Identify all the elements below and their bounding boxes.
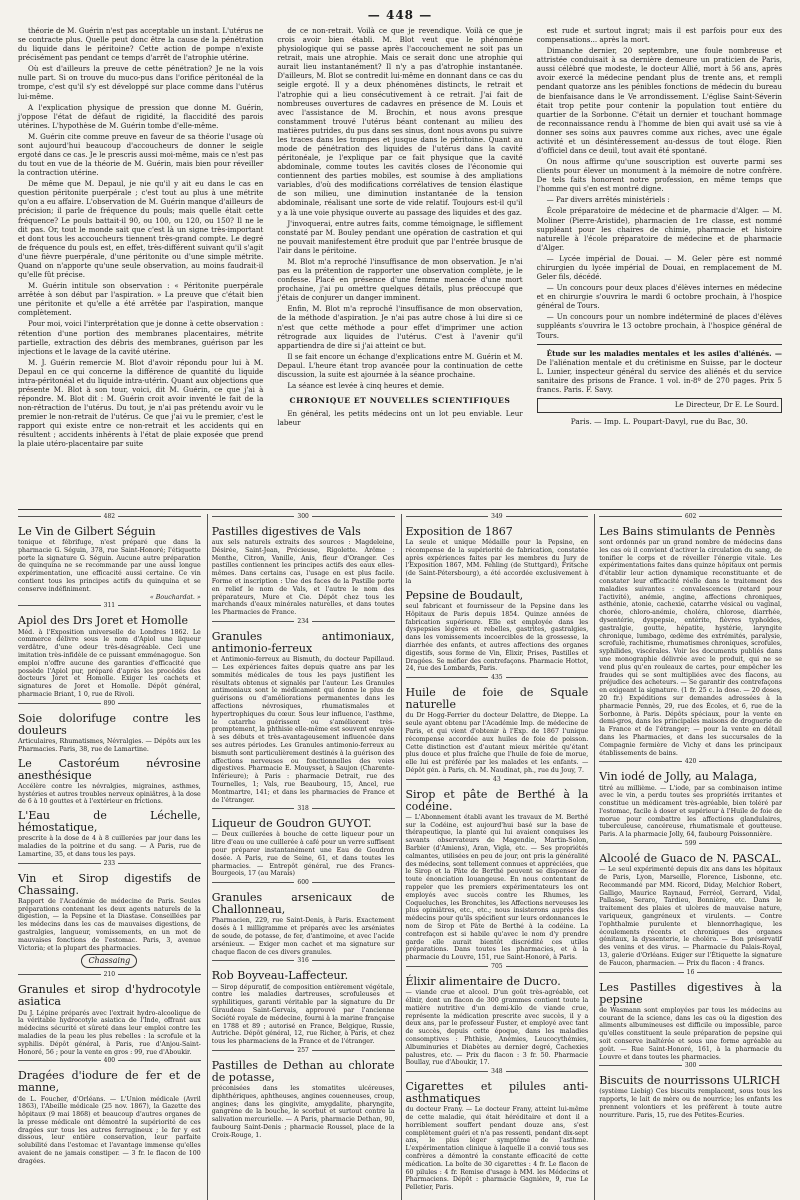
- ad-number: [599, 758, 782, 768]
- ad-body: seul fabricant et fournisseur de la Pepsine dans les Hôpitaux de Paris depuis 1854. Quinze années de fabrication supérieure. Elle est employée dans les dyspepsies légères et rebelles, gastrites, gastralgies, dans les vomissements incoercibles de la grossesse, la diarrhée des enfants, et autres affections des organes digestifs, sous forme de Vin, Élixir, Prises, Pastilles et Dragées. Se méfier des contrefaçons. Pharmacie Hottot, 24, rue des Lombards, Paris.: [405, 602, 589, 673]
- ad-body: La seule et unique Médaille pour la Pepsine, en récompense de la supériorité de fabrication, constatée après expériences faites par les membres du Jury de l'Exposition 1867, MM. Fehling (de Stuttgard), Fritsche (de Saint-Pétersbourg), a été accordée exclusivement à la: [405, 539, 589, 586]
- ad-number-value: 348: [488, 1068, 505, 1075]
- ad-number: [18, 971, 201, 981]
- ad-number-value: 257: [294, 1047, 311, 1054]
- ad-body: Du J. Lépine préparés avec l'extrait hydro-alcoolique de la véritable hydrocotyle asiatica de l'Inde, offrant aux médecins sécurité et sûreté dans leur emploi contre les maladies de la peau les plus rebelles : la scrofule et la syphilis. Dépôt général, à Paris, rue d'Anjou-Saint-Honoré, 56 ; pour la vente en gros : 99, rue d'Aboukir.: [18, 1009, 201, 1056]
- ad-title: Exposition de 1867: [405, 525, 513, 538]
- ad-number: [406, 775, 589, 786]
- advertisement: [212, 526, 395, 617]
- advertisement: [18, 984, 201, 1056]
- article-paragraph: J'invoquerai, entre autres faits, comme témoignage, le sifflement constaté par M. Bouley pendant une opération de castration et qui ne pouvait manifestement être produit que par l'entrée brusque de l'air dans le péritoine.: [277, 218, 523, 255]
- advertisement: [406, 789, 589, 962]
- article-column-2: [277, 26, 522, 505]
- ad-title: Soie dolorifuge contre les douleurs: [18, 711, 201, 737]
- ad-title: Alcoolé de Guaco de N. PASCAL.: [599, 852, 782, 866]
- ad-number-value: 300: [294, 513, 311, 520]
- article-paragraph: — Par divers arrêtés ministériels :: [546, 195, 670, 205]
- ad-number: [406, 963, 589, 973]
- article-paragraph: De même que M. Depaul, je nie qu'il y ait eu dans le cas en question péritonite puerpérale ; c'est tout au plus à une métrite qu'on a eu affaire. L'observation de M. Guérin manque d'ailleurs de précision; il parle de fréquence du pouls; mais quelle était cette fréquence? Le pouls battait-il 90, ou 100, ou 120, ou 150? Il ne le dit pas. Or, tout le monde sait que c'est là un signe très-important et dont tous les accoucheurs tiennent très-grand compte. Le degré de fréquence du pouls est, en effet, très-différent suivant qu'il s'agit d'une fièvre puerpérale, d'une péritonite ou d'une simple métrite. Quand on n'apporte qu'une seule observation, au moins faudrait-il qu'elle fût précise.: [18, 179, 264, 280]
- ad-body: — viande crue et alcool. D'un goût très-agréable, cet élixir, dont un flacon de 300 grammes contient toute la matière nutritive d'un demi-kilo de viande crue, représente la médication prescrite avec succès, il y a deux ans, par le professeur Fuster, et employé avec tant de succès, depuis cette époque, dans les maladies consomptives : Phthisie, Anémies, Leucocythémies, Albuminuries et Diabètes au dernier degré, Cachexies palustres, etc. — Prix du flacon : 3 fr. 50. Pharmacie Boullay, rue d'Aboukir, 17.: [405, 989, 589, 1067]
- advertisement: [212, 1060, 395, 1140]
- ad-title: Le Castoréum névrosine anesthésique: [18, 756, 201, 782]
- ad-body: sont ordonnés par un grand nombre de médecins dans les cas où il convient d'activer la circulation du sang, de tonifier le corps et de réveiller l'énergie vitale. Les expérimentations faites dans quinze hôpitaux ont permis d'établir leur action dynamique reconstituante et de constater leur efficacité réelle dans le traitement des maladies suivantes : convalescences (retard pour l'activité), anémie, angine, affections chroniques, asthénie, atonie, cachexie, catarrhe vésical ou vaginal, chorée, chloro-anémie, choléra, chlorose, diarrhée, dysentérie, dyspepsie, entérite, fièvres typhoïdes, gastralgie, goutte, hépatite, hystérie, laryngite chronique, lumbago, œdème des extrémités, paralysie, scrofule, rachitisme, rhumatismes chroniques, scrofules, syphilides, viscérales. Voir les documents publiés dans une monographie délivrée avec le produit, qui ne se vend plus qu'en rouleaux de cartes, pour empêcher les fraudes qui se sont multipliées avec des flacons, au préjudice des acheteurs. — Se garantir des contrefaçons en exigeant la signature. (1 fr. 25 c. la dose. — 20 doses, 20 fr.) Expéditions sur demandes adressées à la pharmacie Pennès, 29, rue des Écoles, et 6, rue de la Sorbonne, à Paris. Dépôts spéciaux, pour la vente en demi-gros, dans les principales maisons de droguerie de la France et de l'étranger; — pour la vente en détail dans les Pharmacies, et dans les succursales de la Compagnie fermière de Vichy et dans les principaux établissements de bains.: [599, 539, 782, 757]
- ad-number: [18, 859, 201, 870]
- ad-body: tonique et fébrifuge, n'est préparé que dans la pharmacie G. Séguin, 378, rue Saint-Honoré; l'étiquette porte la signature G. Séguin. Aucune autre préparation de quinquina ne se recommande par une aussi longue expérimentation, une efficacité aussi certaine. Ce vin contient tous les principes actifs du quinquina et se conserve indéfiniment.: [18, 539, 201, 593]
- ad-number-value: 349: [488, 513, 505, 520]
- advertisement: [18, 758, 201, 807]
- page-number: — 448 —: [367, 8, 433, 22]
- ad-number: [212, 957, 395, 967]
- ad-number: [599, 840, 782, 850]
- ad-title: Granules et sirop d'hydrocotyle asiatica: [18, 983, 201, 1009]
- ad-body: prescrite à la dose de 4 à 8 cuillerées par jour dans les maladies de la poitrine et du sang. — A Paris, rue de Lamartine, 35, et dans tous les pays.: [18, 835, 201, 858]
- ad-number: [18, 513, 201, 523]
- article-paragraph: — Lycée impérial de Douai. — M. Geler père est nommé chirurgien du lycée impérial de Douai, en remplacement de M. Geler fils, décédé.: [536, 253, 782, 282]
- ad-number-value: 16: [684, 969, 698, 976]
- signature-seal: Chassaing: [81, 954, 137, 968]
- ads-column-4: [594, 514, 782, 1200]
- ad-body: — Le seul expérimenté depuis dix ans dans les hôpitaux de Paris, Lyon, Marseille, Florence, Lisbonne, etc. Recommandé par MM. Ricord, Diday, Melchior Robert, Galligo, Maurice Raynaud, Ferréol, Gerrard, Vidal, Pallasse, Seraro, Tardieu, Bonnière, etc. Dans le traitement des plaies et ulcères de mauvaise nature, variqueux, gangréneux et virulents. — Contre l'ophthalmie purulente et blennorrhagique, les écoulements récents et chroniques des organes génitaux, la dyssenterie, le choléra. — Bon préservatif des venins et des virus. — Pharmacie du Palais-Royal, 13, galerie d'Orléans. Exiger sur l'Étiquette la signature de Faucon, pharmacien. — Prix du flacon : 4 francs.: [599, 866, 782, 967]
- book-notice: [537, 349, 782, 394]
- article-paragraph: est rude et surtout ingrat; mais il est parfois pour eux des compensations... après la mort.: [536, 26, 782, 45]
- ad-number: [18, 699, 201, 710]
- ad-title: Vin iodé de Jolly, au Malaga,: [599, 770, 758, 784]
- ad-title: L'Eau de Léchelle, hémostatique,: [18, 809, 201, 835]
- ad-body: préconisées dans les stomatites ulcéreuses, diphthériques, aphtheuses, angines couenneuses, croup, angines; dans les gingivite, amygdalite, pharyngite, gangrène de la bouche, le scorbut et surtout contre la salivation mercurielle. — A Paris, pharmacie Dethan, 90, faubourg Saint-Denis ; pharmacie Roussel, place de la Croix-Rouge, 1.: [211, 1085, 395, 1139]
- advertisement: [18, 810, 201, 859]
- book-notice-title: Étude sur les maladies mentales et les asiles d'aliénés. —: [546, 348, 782, 358]
- ad-body: — Deux cuillerées à bouche de cette liqueur pour un litre d'eau ou une cuillerée à café pour un verre suffisent pour préparer instantanément une Eau de Goudron dosée. A Paris, rue de Seine, 61, et dans toutes les pharmacies. — Entrepôt général, rue des Francs-Bourgeois, 17 (au Marais): [211, 831, 395, 878]
- ad-number-value: 890: [101, 700, 118, 707]
- ad-number: [212, 618, 395, 628]
- page-number-value: 448: [385, 8, 415, 22]
- advertisement: [212, 818, 395, 878]
- advertisement: [599, 982, 782, 1062]
- advertisement: [18, 615, 201, 698]
- editor-line: [537, 398, 782, 413]
- article-paragraph: La séance est levée à cinq heures et demie.: [287, 380, 445, 390]
- article-paragraph: théorie de M. Guérin n'est pas acceptable un instant. L'utérus ne se contracte plus. Quelle peut donc être la cause de la pénétration du liquide dans le péritoine? Cette action de pompe n'existe précisément pas pendant ce temps d'arrêt de l'atrophie utérine.: [18, 26, 264, 63]
- ad-number: [599, 1062, 782, 1072]
- ad-number: [18, 1057, 201, 1067]
- article-paragraph: Où est d'ailleurs la preuve de cette pénétration? Je ne la vois nulle part. Si on trouve du muco-pus dans l'orifice péritonéal de la trompe, c'est qu'il s'y est développé sur place comme dans l'utérus lui-même.: [18, 64, 264, 101]
- ad-body: (système Liebig) Ces biscuits remplacent, sous tous les rapports, le lait de mère ou de nourrice; les enfants les prennent volontiers et les préfèrent à toute autre nourriture. Paris, 15, rue des Petites-Écuries.: [599, 1088, 782, 1119]
- ad-title: Rob Boyveau-Laffecteur.: [211, 969, 349, 983]
- ad-body: de Wasmann sont employées par tous les médecins au courant de la science, dans les cas où la digestion des aliments albumineuses est difficile ou impossible, parce qu'elles constituent la seule préparation de pepsine qui soit conserve inaltérée et sous une forme agréable au goût. — Rue Saint-Honoré, 161, à la pharmacie du Louvre et dans toutes les pharmacies.: [599, 1006, 782, 1061]
- advertisement: [599, 771, 782, 839]
- article-paragraph: M. Guérin intitule son observation : « Péritonite puerpérale arrêtée à son début par l'aspiration. » La preuve que c'était bien une péritonite et qu'elle a été arrêtée par l'aspiration, manque complètement.: [18, 281, 264, 318]
- ad-body: et Antimonio-ferreux au Bismuth, du docteur Papillaud. — Les expériences faites depuis quatre ans par les sommités médicales de tous les pays justifient les résultats obtenus et signalés par l'auteur. Les Granules antimoniaux sont le médicament qui donne le plus de guérisons ou d'améliorations permanentes dans les affections névrosiques, rhumatismales et hypertrophiques du cœur. Sous leur influence, l'asthme, le catarrhe guérissent ou s'améliorent très-promptement, la phthisie elle-même est souvent enrayée à ses débuts et très-avantageusement influencée dans ses autres périodes. Les Granules antimonio-ferreux au bismuth sont particulièrement destinés à la guérison des affections nerveuses ou fonctionnelles des voies digestives. Pharmacie E. Mouysset, à Saujon (Charente-Inférieure); à Paris : pharmacie Detrait, rue des Tournelles, 1; Vals, rue Beaubourg, 15, Ancel, rue Montmartre, 141; et dans les pharmacies de France et de l'étranger.: [211, 656, 395, 804]
- article-paragraph: Pour moi, voici l'interprétation que je donne à cette observation : rétention d'une portion des membranes placentaires, métrite partielle, extraction des débris des membranes, guérison par les injections et le lavage de la cavité utérine.: [18, 319, 264, 356]
- ad-number-value: 705: [488, 963, 505, 970]
- advertisement: [599, 1075, 782, 1119]
- advertisement: [18, 1070, 201, 1165]
- ad-body: Rapport de l'Académie de médecine de Paris. Seules préparations contenant les deux agents naturels de la digestion, — la Pepsine et la Diastase. Conseillées par les médecins dans les cas de mauvaises digestions, de gastralgies, langueur, vomissements, en un mot de mauvaises fonctions de l'estomac. Paris, 3, avenue Victoria; et la plupart des pharmacies.: [18, 897, 201, 952]
- ad-title: Élixir alimentaire de Ducro.: [405, 975, 561, 989]
- advertisement: [18, 526, 201, 601]
- book-notice-text: De l'aliénation mentale et du crétinisme en Suisse, par le docteur L. Lunier, inspecteur général du service des aliénés et du service sanitaire des prisons de France. 1 vol. in-8º de 270 pages. Prix 5 francs. Paris. F. Savy.: [536, 357, 782, 394]
- ad-number: [599, 968, 782, 979]
- article-paragraph: M. J. Guérin remercie M. Blot d'avoir répondu pour lui à M. Depaul en ce qui concerne la différence de quantité du liquide intra-péritonéal et du liquide intra-utérin. Quant aux objections que présente M. Blot à son tour, voici, dit M. Guérin, ce que j'ai à répondre. M. Blot dit : M. Guérin croit avoir inventé le fait de la non-rétraction de l'utérus. Du tout, je n'ai pas prétendu avoir vu le premier le non-retrait de l'utérus. Ce que j'ai vu le premier, c'est le rapport qui existe entre ce non-retrait et les accidents qui en résultent ; accidents inhérents à l'état de plaie exposée que prend la plaie utéro-placentaire par suite: [18, 357, 264, 449]
- chronicle-heading: CHRONIQUE ET NOUVELLES SCIENTIFIQUES: [289, 396, 511, 406]
- article-paragraph: M. Guérin cite comme preuve en faveur de sa théorie l'usage où sont aujourd'hui beaucoup d'accoucheurs de donner le seigle ergoté dans ce cas. Je le prescris aussi moi-même, mais ce n'est pas du tout en vue de la théorie de M. Guérin, mais bien pour réveiller la contraction utérine.: [18, 131, 264, 178]
- ad-number: [406, 1068, 589, 1078]
- ad-signature: « Bouchardat. »: [149, 593, 201, 601]
- advertisements-section: [18, 514, 782, 1200]
- article-paragraph: de ce non-retrait. Voilà ce que je revendique. Voilà ce que je crois avoir bien établi. M. Blot veut que le phénomène physiologique qui se passe après l'accouchement ne soit pas un retrait, mais une atrophie. Mais ce serait donc une atrophie qui aurait lieu instantanément? Il n'y a pas d'atrophie instantanée. D'ailleurs, M. Blot se contredit lui-même en donnant dans ce cas du seigle ergoté. Il y a deux phénomènes distincts, le retrait et l'atrophie qui a lieu consécutivement à ce retrait. J'ai fait de nombreuses ouvertures de cadavres en présence de M. Louis et avec l'assistance de M. Brochin, et nous avons presque constamment trouvé l'utérus béant contenant au milieu des matières putrides, du pus dans ses sinus, dont nous avons pu suivre les traces dans les trompes et jusque dans le péritoine. Quant au mode de pénétration des liquides de l'utérus dans la cavité péritonéale, je l'explique par ce fait physique que la cavité abdominale, comme toutes les cavités closes de l'économie qui contiennent des parties mobiles, est soumise à des ampliations variables, d'où des modifications corrélatives de tension élastique de son milieu, une diminution instantanée de la tension abdominale, réalisant une sorte de vide relatif. Toujours est-il qu'il y a là une voie physique ouverte au passage des liquides et des gaz.: [277, 26, 523, 217]
- ads-column-1: [18, 514, 201, 1200]
- ad-title: Pastilles digestives de Vals: [211, 525, 361, 538]
- advertisement: [406, 590, 589, 673]
- ad-title: Vin et Sirop digestifs de Chassaing.: [18, 871, 201, 897]
- article-paragraph: Dimanche dernier, 20 septembre, une foule nombreuse et attristée conduisait à sa dernière demeure un praticien de Paris, aussi célèbré que modeste, le docteur Allié, mort à 56 ans, après avoir exercé la médecine pendant plus de trente ans, et rempli pendant quatorze ans les pénibles fonctions de médecin du bureau de bienfaisance dans le Ve arrondissement. L'église Saint-Séverin était trop petite pour contenir la population tout entière du quartier de la Sorbonne. C'était un dernier et touchant hommage de reconnaissance rendu à l'homme de bien qui avait usé sa vie à donner ses soins aux pauvres comme aux riches, avec une égale activité et un désintéressement au-dessus de tout éloge. Rien d'officiel dans ce deuil, tout avait été spontané.: [536, 46, 782, 156]
- ad-title: Dragées d'iodure de fer et de manne,: [18, 1069, 201, 1095]
- ad-number-value: 400: [101, 1057, 118, 1064]
- advertisement: [406, 526, 589, 586]
- advertisement: [599, 526, 782, 757]
- article-paragraph: On nous affirme qu'une souscription est ouverte parmi ses clients pour élever un monument à la mémoire de notre confrère. De tels faits honorent notre profession, en même temps que l'homme qui s'en est montré digne.: [536, 157, 782, 194]
- article-paragraph: École préparatoire de médecine et de pharmacie d'Alger. — M. Moliner (Pierre-Aristide), pharmacien de 1re classe, est nommé suppléant pour les chaires de chimie, pharmacie et histoire naturelle à l'école préparatoire de médecine et de pharmacie d'Alger.: [536, 206, 782, 252]
- ads-column-3: [401, 514, 589, 1200]
- ad-title: Biscuits de nourrissons ULRICH: [599, 1074, 781, 1088]
- ad-number: [406, 513, 589, 523]
- ad-number-value: 300: [682, 1062, 699, 1069]
- article-paragraph: — Un concours pour un nombre indéterminé de places d'élèves suppléants s'ouvrira le 13 octobre prochain, à l'hospice général de Tours.: [536, 312, 782, 340]
- ad-number-value: 316: [294, 957, 311, 964]
- advertisement: [406, 1081, 589, 1192]
- advertisement: [212, 892, 395, 956]
- ad-title: Granules antimoniaux, antimonio-ferreux: [211, 630, 395, 656]
- ad-body: Articulaires, Rhumatismes, Névralgies. — Dépôts aux les Pharmacies. Paris, 38, rue de Lamartine.: [18, 737, 201, 753]
- ad-title: Sirop et pâte de Berthé à la codéine.: [405, 787, 589, 813]
- ad-number: [599, 513, 782, 523]
- editor-name: Le Directeur, Dr E. Le Sourd.: [674, 400, 779, 409]
- ad-number-value: 602: [682, 513, 699, 520]
- ad-title: Huile de foie de Squale naturelle: [405, 686, 589, 712]
- ad-title: Liqueur de Goudron GUYOT.: [211, 817, 372, 831]
- advertisement: [18, 873, 201, 971]
- editorial-section: [18, 26, 782, 510]
- ad-body: de L. Foucher, d'Orléans. — L'Union médicale (Avril 1863), l'Abeille médicale (25 nov. 1867), la Gazette des hôpitaux (9 mai 1868) et beaucoup d'autres organes de la presse médicale ont démontré la supériorité de ces dragées sur tous les autres ferrugineux ; le fer y est dissous, leur entière conservation, leur parfaite solubilité dans l'estomac et l'avantage immense qu'elles avaient de ne jamais constiper. — 3 fr. le flacon de 100 dragées.: [18, 1095, 201, 1165]
- ad-title: Granules arsenicaux de Challonneau,: [211, 891, 395, 917]
- ad-number-value: 233: [101, 860, 118, 867]
- ad-number-value: 311: [101, 602, 118, 609]
- article-paragraph: Il se fait encore un échange d'explications entre M. Guérin et M. Depaul. L'heure étant trop avancée pour la continuation de cette discussion, la suite est ajournée à la séance prochaine.: [277, 351, 523, 379]
- article-paragraph: M. Blot m'a reproché l'insuffisance de mon observation. Je n'ai pas eu la prétention de rapporter une observation complète, je le confesse. Placé en présence d'une femme menacée d'une mort prochaine, j'ai pu omettre quelques détails, plus préoccupé que j'étais de conjurer un danger imminent.: [277, 256, 523, 303]
- ad-title: Cigarettes et pilules anti-asthmatiques: [405, 1080, 589, 1106]
- ad-number: [212, 879, 395, 889]
- ad-number-value: 435: [488, 674, 505, 681]
- ad-number: [212, 513, 395, 523]
- ad-body: Pharmacien, 229, rue Saint-Denis, à Paris. Exactement dosés à 1 milligramme et préparés avec les arséniates de soude, de potasse, de fer, d'antimoine, et avec l'acide arsénieux. — Exiger mon cachet et ma signature sur chaque flacon de ces divers granules.: [211, 917, 395, 956]
- divider: [537, 344, 782, 345]
- ad-body: — L'Abonnement établi avant les travaux de M. Berthé sur la Codéine, est aujourd'hui basé sur la base de thérapeutique, la plante qui lui avaient conquises les savants observateurs de Magendie, Martin-Solon, Barbier (d'Amiens), Aran, Vigla, etc. — Ses propriétés calmantes, utilisées en peu de jour, ont pris la généralité des médecins, sont tellement connues et appréciées, que le Sirop et la Pâte de Berthé peuvent se dispenser de toute énonciation louangeuse. En nous contentant de rappeler que les premiers expérimentateurs les ont employés avec succès contre les Rhumes, les Coqueluches, les Bronchites, les Affections nerveuses les plus opiniâtres, etc., etc.; nous insisterons auprès des médecins pour qu'ils spécifient sur leurs ordonnances le nom de Sirop et Pâte de Berthé à la codéine. La contrefaçon est si habile qu'avec le nom d'y prendre garde elle aurait bientôt discrédité ces utiles préparations. Dans toutes les pharmacies, et à la pharmacie du Louvre, 151, rue Saint-Honoré, à Paris.: [405, 813, 589, 962]
- ad-number: [212, 1046, 395, 1057]
- article-column-3: [537, 26, 782, 505]
- chronicle-intro: En général, les petits médecins ont un lot peu enviable. Leur labeur: [277, 408, 523, 427]
- ad-body: Accélère contre les névralgies, migraines, asthmes, hystéries et autres troubles nerveux opiniâtres, à la dose de 6 à 10 gouttes et à l'extérieur en frictions.: [18, 782, 201, 806]
- ad-body: du docteur Frany. — Le docteur Frany, atteint lui-même de cette maladie, qui était héréditaire et dont il a horriblement souffert pendant douze ans, s'est complètement guéri et n'a pas ressenti, pendant dix-sept ans, le plus léger symptôme de l'asthme. L'expérimentation clinique à laquelle il a convié tous ses confrères a démontré la constante efficacité de cette médication. La boîte de 30 cigarettes : 4 fr. Le flacon de 60 pilules : 4 fr. Remise d'usage à MM. les Médecins et Pharmaciens. Dépôt : pharmacie Gagnière, 9, rue Le Pelletier, Paris.: [405, 1106, 589, 1192]
- advertisement: [406, 976, 589, 1067]
- article-paragraph: — Un concours pour deux places d'élèves internes en médecine et en chirurgie s'ouvrira le mardi 6 octobre prochain, à l'hospice général de Tours.: [536, 283, 782, 311]
- ad-number: [212, 805, 395, 815]
- advertisement: [212, 970, 395, 1045]
- ad-body: aux sels naturels extraits des sources : Magdeleine, Désirée, Saint-Jean, Précieuse, Rigolette. Arôme : Menthe, Citron, Vanille, Anis, fleur d'Oranger. Ces pastilles contiennent les principes actifs des eaux elles-mêmes. Dans certains cas, l'usage en est plus facile. Forme et inscription : Une des faces de la Pastille porte en relief le nom de Vals, et l'autre le nom des préparateurs, Mure et Cie. Dépôt chez tous les marchands d'eaux minérales naturelles, et dans toutes les Pharmacies de France.: [211, 539, 395, 617]
- ad-body: du Dr Hogg-Ferrier du docteur Delattre, de Dieppe. La seule ayant obtenu par l'Académie Imp. de médecine de Paris, et qui vient d'obtenir à l'Exp. de 1867 l'unique récompense accordée aux huiles de foie de poisson. Cette distinction est d'autant mieux méritée qu'étant plus douce et plus fraîche que l'huile de foie de morue, elle lui est préférée par les malades et les enfants. — Dépôt gén. à Paris, ch. M. Naudinat, ph., rue du Jouy, 7.: [405, 712, 589, 774]
- ad-title: Le Vin de Gilbert Séguin: [18, 525, 156, 538]
- advertisement: [212, 631, 395, 804]
- ad-number-value: 600: [294, 879, 311, 886]
- ad-number: [406, 674, 589, 684]
- ad-number-value: 482: [101, 513, 118, 520]
- ad-number-value: 318: [294, 805, 311, 812]
- article-paragraph: A l'explication physique de pression que donne M. Guérin, j'oppose l'état de défaut de rigidité, la flaccidité des parois utérines. L'hypothèse de M. Guérin tombe d'elle-même.: [18, 102, 264, 130]
- printer-line: Paris. — Imp. L. Poupart-Davyl, rue du Bac, 30.: [570, 416, 748, 426]
- ads-column-2: [207, 514, 395, 1200]
- ad-number-value: 210: [101, 971, 118, 978]
- ad-number-value: 234: [294, 618, 311, 625]
- ad-title: Les Pastilles digestives à la pepsine: [599, 980, 782, 1006]
- advertisement: [18, 713, 201, 754]
- article-paragraph: Enfin, M. Blot m'a reproché l'insuffisance de mon observation, de la méthode d'aspiration. Je n'ai pas autre chose à lui dire si ce n'est que cette méthode a pour effet d'imprimer une action rétrograde aux liquides de l'utérus. C'est à l'avenir qu'il appartiendra de dire si j'ai atteint ce but.: [277, 304, 523, 350]
- ad-number: [18, 602, 201, 612]
- ad-title: Pepsine de Boudault,: [405, 588, 524, 602]
- ad-number-value: 599: [682, 840, 699, 847]
- ad-title: Apiol des Drs Joret et Homolle: [18, 614, 189, 628]
- ad-title: Pastilles de Dethan au chlorate de potasse,: [211, 1058, 395, 1084]
- ad-body: titré au millième. — L'iode, par sa combinaison intime avec le vin, a perdu toutes ses propriétés irritantes et constitue un médicament très-agréable, bien toléré par l'estomac, facile à doser et supérieur à l'Huile de foie de morue pour combattre les affections glandulaires, tuberculeuse, cancéreuse, rhumatismale et goutteuse. Paris. A la pharmacie Jolly, 64, faubourg Poissonnière.: [599, 784, 782, 839]
- ad-number-value: 43: [490, 776, 504, 783]
- advertisement: [406, 687, 589, 775]
- ad-number-value: 420: [682, 758, 699, 765]
- advertisement: [599, 853, 782, 967]
- article-column-1: [18, 26, 263, 505]
- ad-body: — Sirop dépuratif, de composition entièrement végétale, contre les maladies dartreuses, scrofuleuses et syphilitiques, garanti véritable par la signature du Dr Giraudeau Saint-Gervais, approuvé par l'ancienne Société royale de médecine, fourni à la marine française en 1788 et 89 ; autorisé en France, Belgique, Russie, Autriche. Dépôt général, 12, rue Richer, à Paris, et chez tous les pharmaciens de la France et de l'étranger.: [211, 983, 395, 1046]
- ad-body: Méd. à l'Exposition universelle de Londres 1862. Le commerce délivre sous le nom d'Apiol une liqueur verdâtre, d'une odeur très-désagréable. Ceci une imitation très-infidèle de ce puissant emménagogue. Son emploi n'offre aucune des garanties d'efficacité que possède l'Apiol pur, préparé d'après les procédés des docteurs Joret et Homolle. Exiger les cachets et signatures de Joret et Homolle. Dépôt général, pharmacie Briant, 1 0, rue de Rivoli.: [18, 628, 201, 698]
- ad-title: Les Bains stimulants de Pennès: [599, 525, 776, 538]
